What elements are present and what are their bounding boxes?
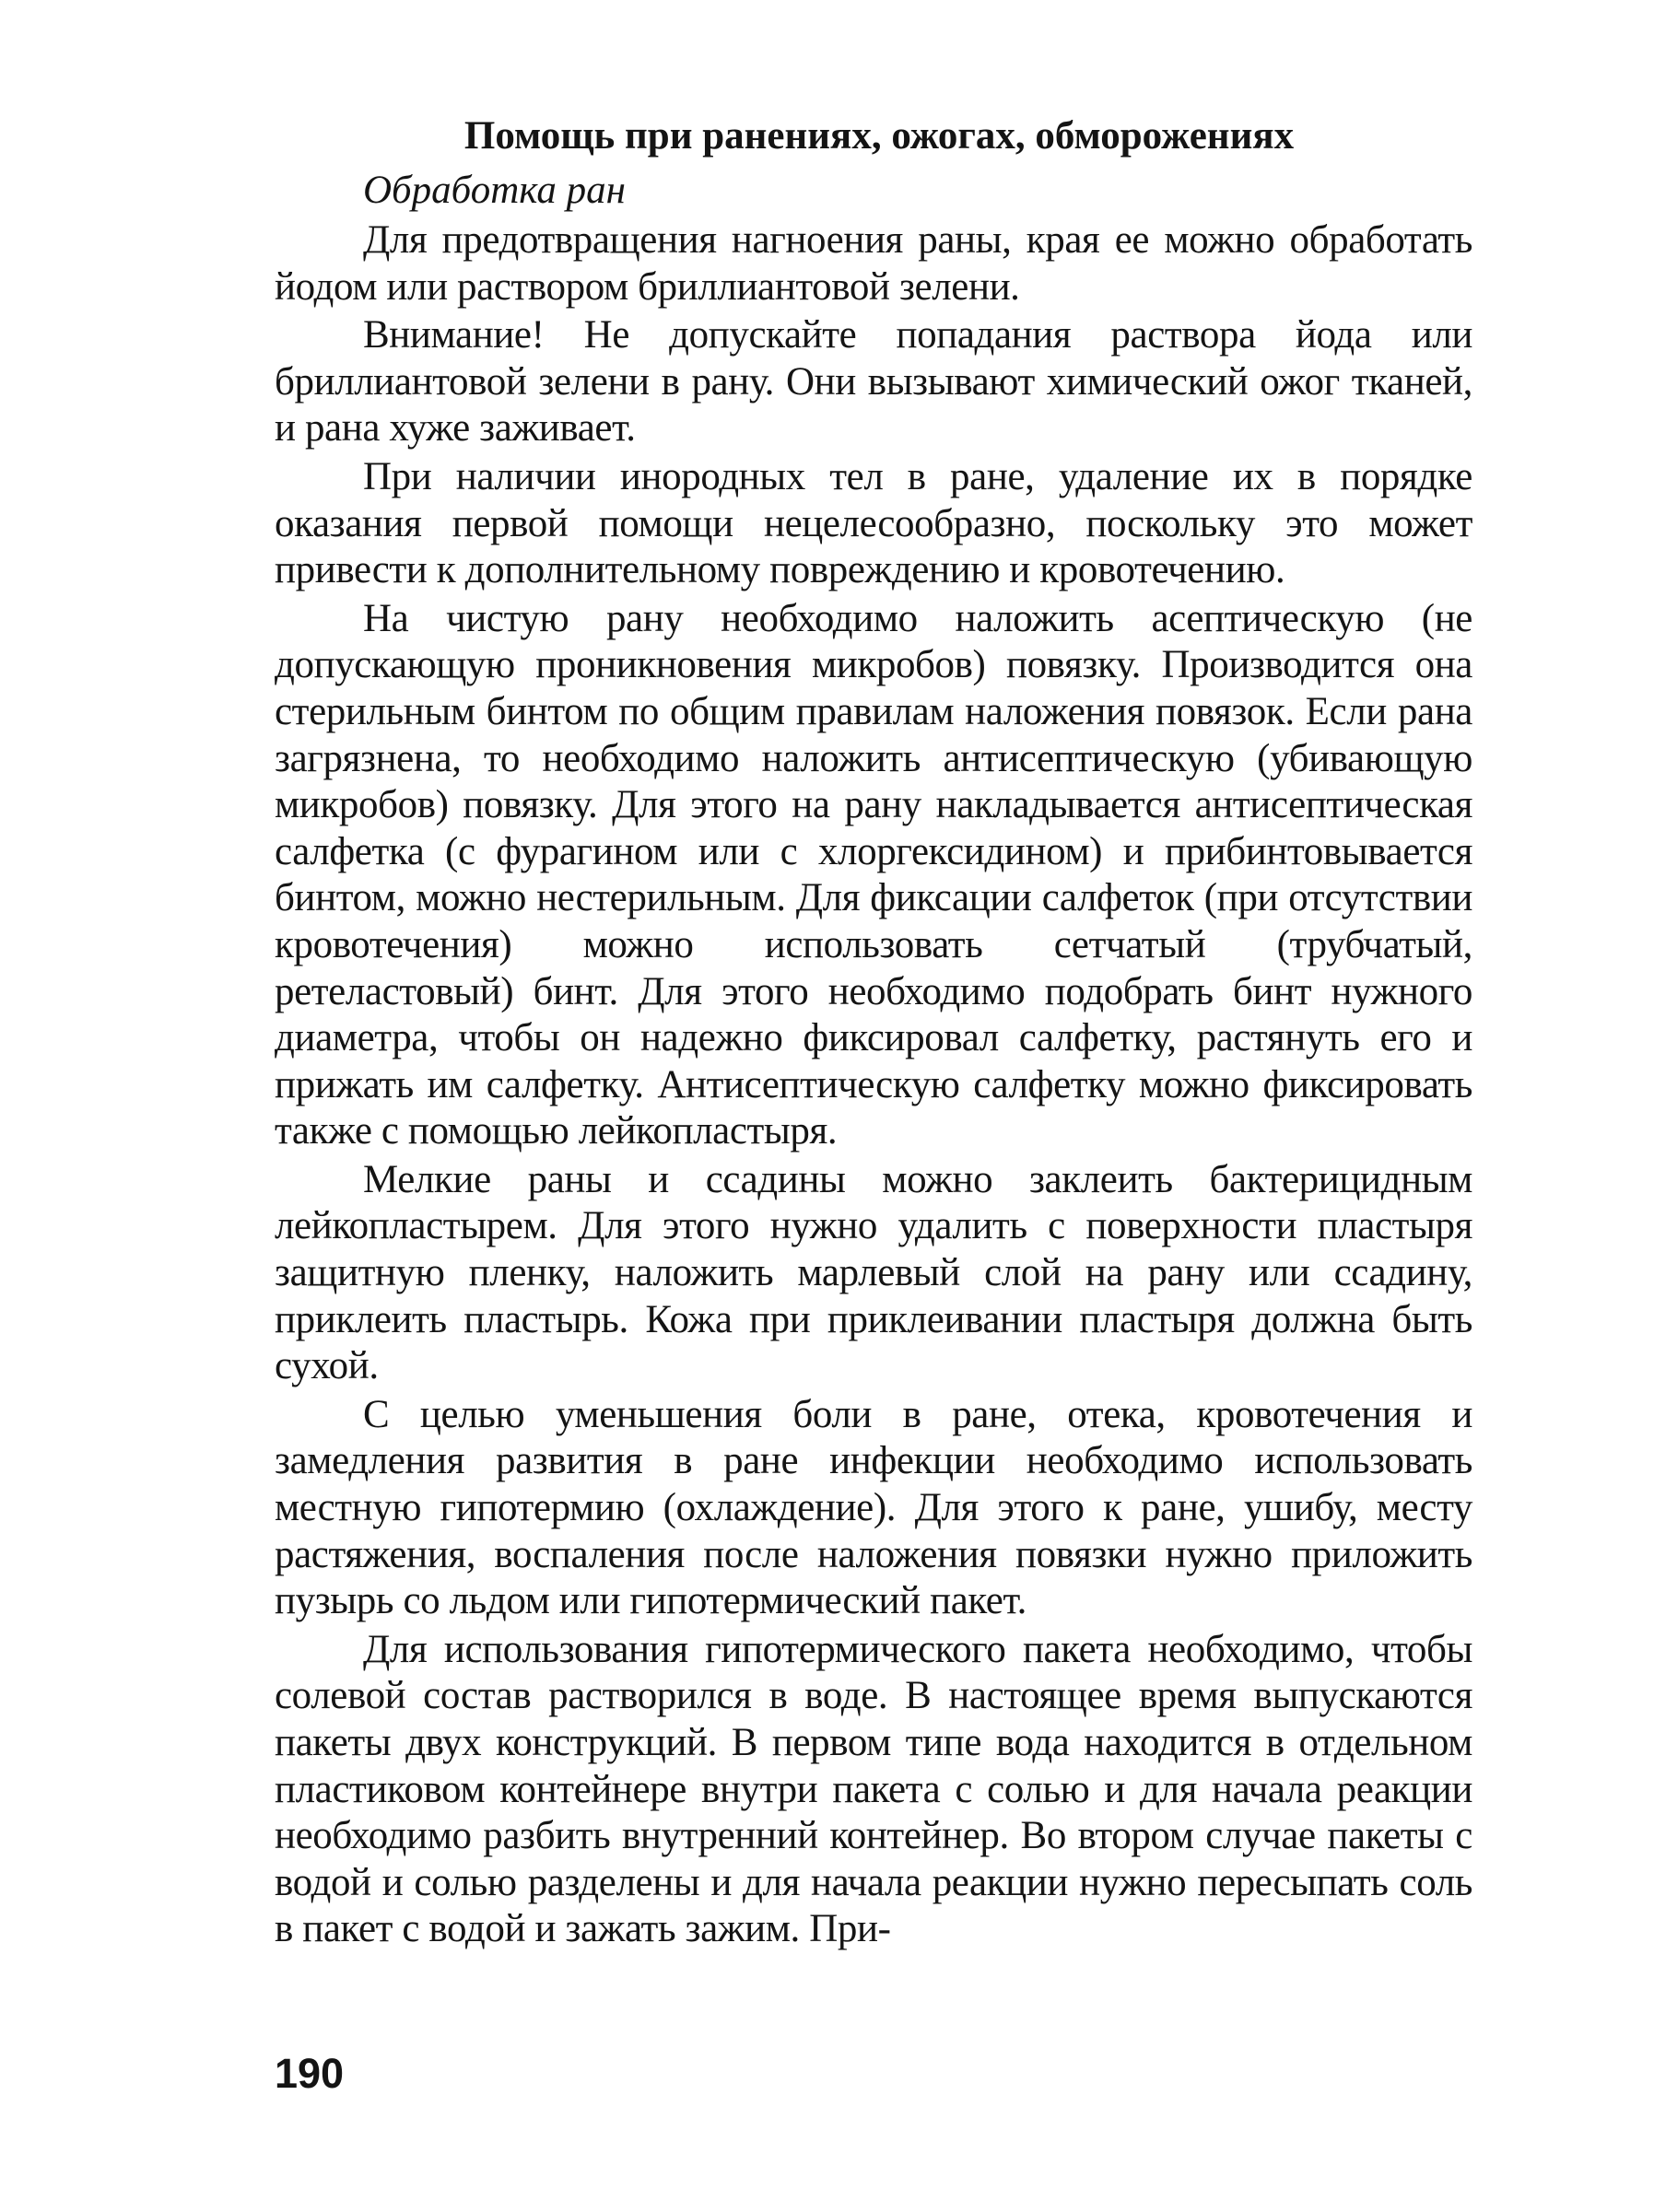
page-number: 190	[275, 2050, 345, 2097]
paragraph: Для предотвращения нагноения раны, края ее можно обработать йодом или раствором бриллиантовой зелени.	[275, 218, 1472, 309]
paragraph: С целью уменьшения боли в ране, отека, кровотечения и замедления развития в ране инфекции необходимо использовать местную гипотермию (охлаждение). Для этого к ране, ушибу, месту растяжения, воспаления после наложения повязки нужно приложить пузырь со льдом или гипотермический пакет.	[275, 1392, 1472, 1623]
section-subtitle: Обработка ран	[363, 169, 626, 212]
page-content	[275, 109, 1472, 1955]
paragraph: Для использования гипотермического пакета необходимо, чтобы солевой состав растворился в воде. В настоящее время выпускаются пакеты двух конструкций. В первом типе вода находится в отдельном пластиковом контейнере внутри пакета с солью и для начала реакции необходимо разбить внутренний контейнер. Во втором случае пакеты с водой и солью разделены и для начала реакции нужно пересыпать соль в пакет с водой и зажать зажим. При-	[275, 1627, 1472, 1951]
paragraph: На чистую рану необходимо наложить асептическую (не допускающую проникновения микробов) повязку. Производится она стерильным бинтом по общим правилам наложения повязок. Если рана загрязнена, то необходимо наложить антисептическую (убивающую микробов) повязку. Для этого на рану накладывается антисептическая салфетка (с фурагином или с хлоргексидином) и прибинтовывается бинтом, можно нестерильным. Для фиксации салфеток (при отсутствии кровотечения) можно использовать сетчатый (трубчатый, ретеластовый) бинт. Для этого необходимо подобрать бинт нужного диаметра, чтобы он надежно фиксировал салфетку, растянуть его и прижать им салфетку. Антисептическую салфетку можно фиксировать также с помощью лейкопластыря.	[275, 596, 1472, 1153]
paragraph: Внимание! Не допускайте попадания раствора йода или бриллиантовой зелени в рану. Они вызывают химический ожог тканей, и рана хуже заживает.	[275, 313, 1472, 451]
paragraph: Мелкие раны и ссадины можно заклеить бактерицидным лейкопластырем. Для этого нужно удалить с поверхности пластыря защитную пленку, наложить марлевый слой на рану или ссадину, приклеить пластырь. Кожа при приклеивании пластыря должна быть сухой.	[275, 1157, 1472, 1388]
paragraph: При наличии инородных тел в ране, удаление их в порядке оказания первой помощи нецелесообразно, поскольку это может привести к дополнительному повреждению и кровотечению.	[275, 454, 1472, 592]
section-title: Помощь при ранениях, ожогах, обморожениях	[463, 114, 1295, 158]
